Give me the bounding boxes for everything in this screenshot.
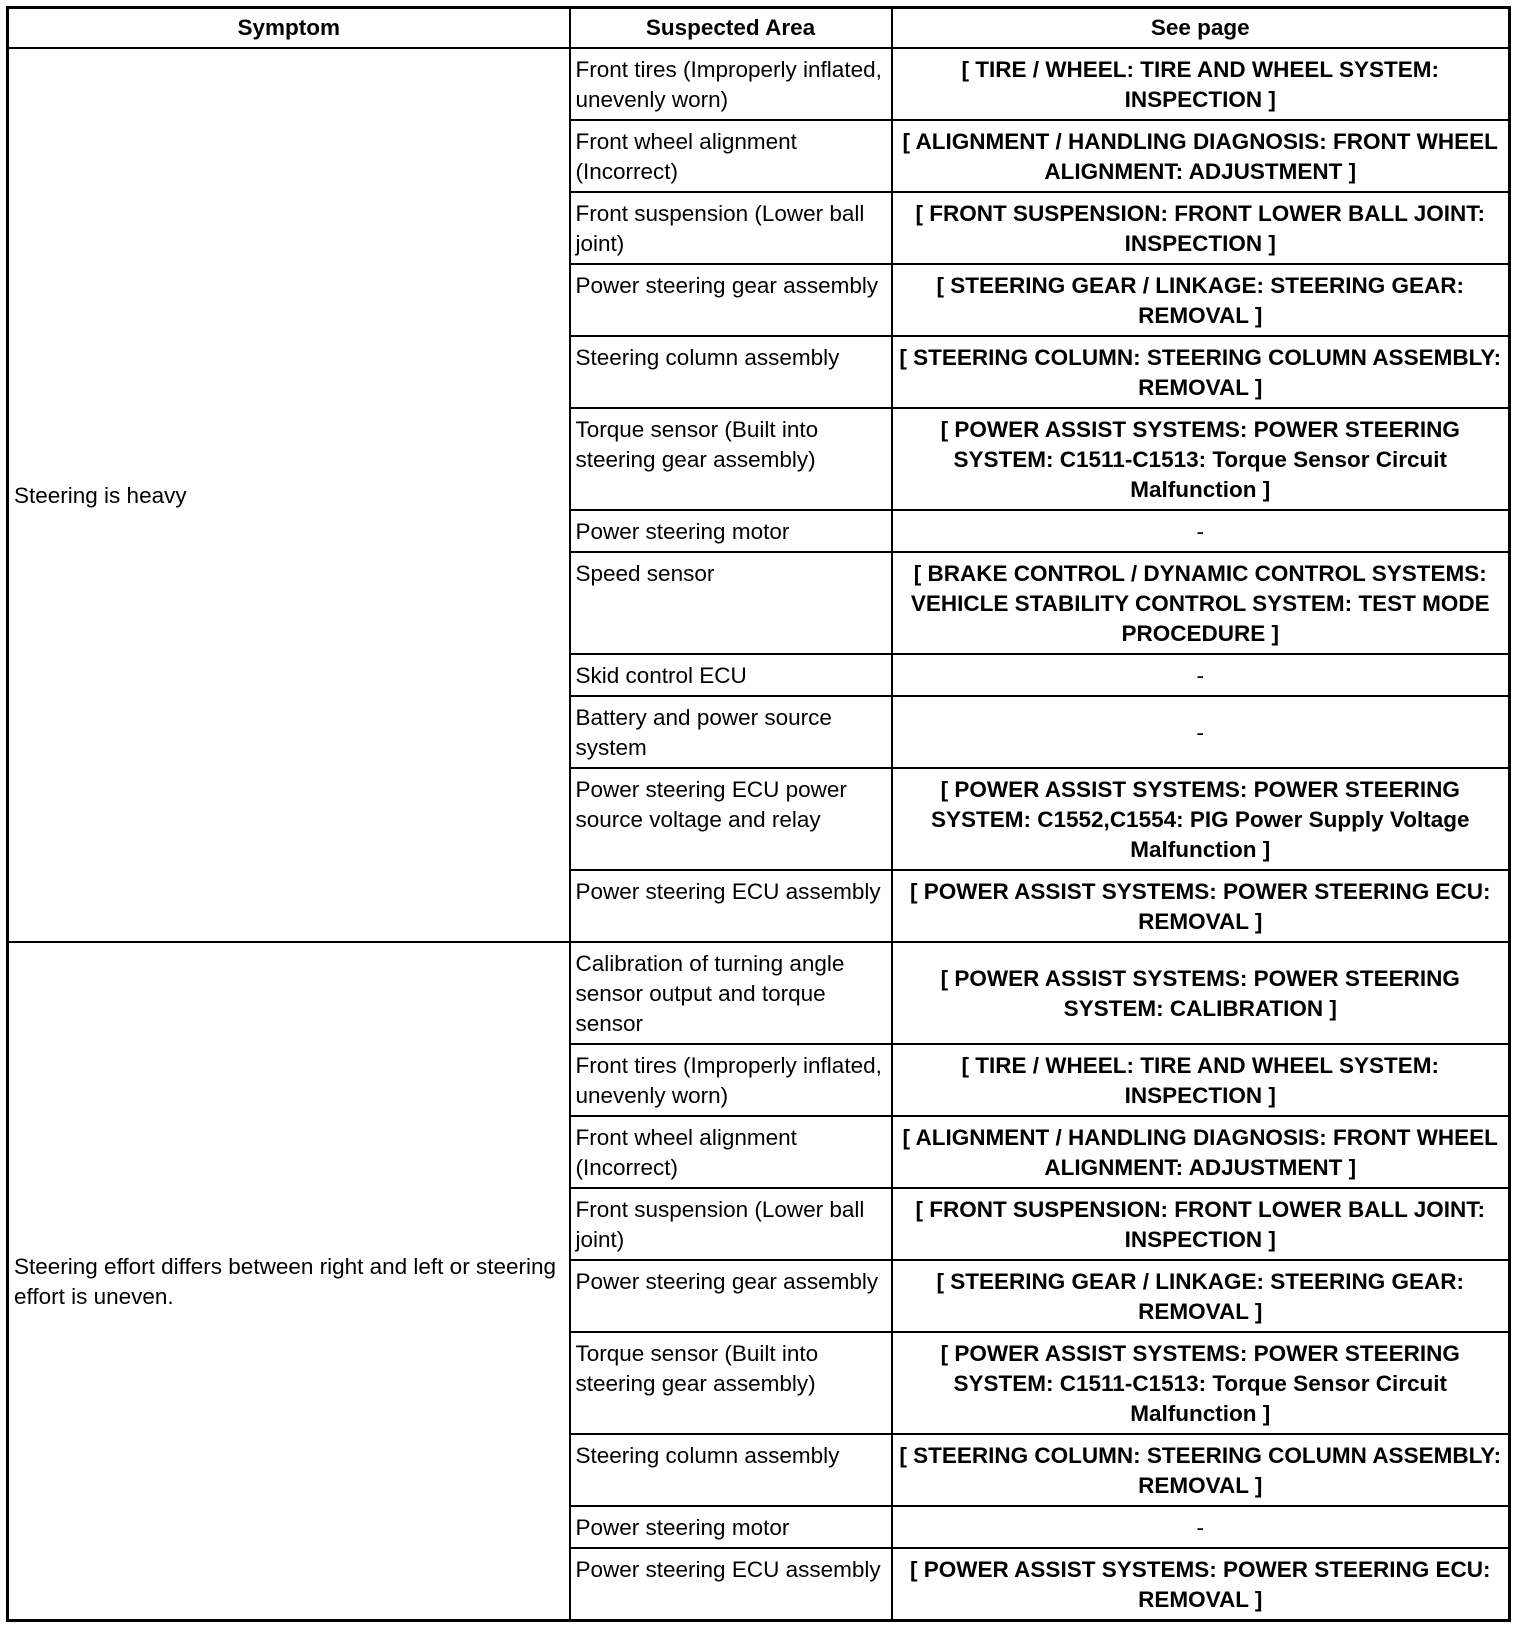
see-page-cell[interactable]: [ TIRE / WHEEL: TIRE AND WHEEL SYSTEM: INSPECTION ] (892, 48, 1510, 120)
suspected-area-cell: Front wheel alignment (Incorrect) (570, 120, 892, 192)
see-page-cell[interactable]: [ POWER ASSIST SYSTEMS: POWER STEERING ECU: REMOVAL ] (892, 1548, 1510, 1621)
suspected-area-cell: Power steering gear assembly (570, 1260, 892, 1332)
see-page-cell: - (892, 696, 1510, 768)
diagnosis-table (6, 6, 1511, 1622)
see-page-cell[interactable]: [ POWER ASSIST SYSTEMS: POWER STEERING SYSTEM: C1511-C1513: Torque Sensor Circuit Malfunction ] (892, 1332, 1510, 1434)
table-body (8, 48, 1510, 1621)
see-page-cell[interactable]: [ POWER ASSIST SYSTEMS: POWER STEERING SYSTEM: CALIBRATION ] (892, 942, 1510, 1044)
symptom-cell: Steering effort differs between right and left or steering effort is uneven. (8, 942, 570, 1621)
see-page-cell[interactable]: [ ALIGNMENT / HANDLING DIAGNOSIS: FRONT WHEEL ALIGNMENT: ADJUSTMENT ] (892, 120, 1510, 192)
symptom-cell: Steering is heavy (8, 48, 570, 942)
see-page-cell[interactable]: [ TIRE / WHEEL: TIRE AND WHEEL SYSTEM: INSPECTION ] (892, 1044, 1510, 1116)
see-page-cell[interactable]: [ BRAKE CONTROL / DYNAMIC CONTROL SYSTEMS: VEHICLE STABILITY CONTROL SYSTEM: TEST MODE PROCEDURE ] (892, 552, 1510, 654)
header-row (8, 8, 1510, 49)
suspected-area-cell: Front wheel alignment (Incorrect) (570, 1116, 892, 1188)
suspected-area-cell: Power steering ECU assembly (570, 870, 892, 942)
see-page-cell: - (892, 1506, 1510, 1548)
suspected-area-cell: Power steering ECU assembly (570, 1548, 892, 1621)
suspected-area-cell: Power steering motor (570, 510, 892, 552)
suspected-area-cell: Speed sensor (570, 552, 892, 654)
table-row (8, 942, 1510, 1044)
suspected-area-cell: Skid control ECU (570, 654, 892, 696)
suspected-area-cell: Front suspension (Lower ball joint) (570, 192, 892, 264)
see-page-cell[interactable]: [ FRONT SUSPENSION: FRONT LOWER BALL JOINT: INSPECTION ] (892, 1188, 1510, 1260)
suspected-area-cell: Battery and power source system (570, 696, 892, 768)
see-page-cell[interactable]: [ STEERING GEAR / LINKAGE: STEERING GEAR: REMOVAL ] (892, 1260, 1510, 1332)
see-page-cell[interactable]: [ POWER ASSIST SYSTEMS: POWER STEERING SYSTEM: C1511-C1513: Torque Sensor Circuit Malfunction ] (892, 408, 1510, 510)
see-page-cell[interactable]: [ POWER ASSIST SYSTEMS: POWER STEERING ECU: REMOVAL ] (892, 870, 1510, 942)
suspected-area-cell: Front tires (Improperly inflated, unevenly worn) (570, 1044, 892, 1116)
suspected-area-cell: Power steering motor (570, 1506, 892, 1548)
see-page-cell[interactable]: [ FRONT SUSPENSION: FRONT LOWER BALL JOINT: INSPECTION ] (892, 192, 1510, 264)
see-page-cell[interactable]: [ STEERING COLUMN: STEERING COLUMN ASSEMBLY: REMOVAL ] (892, 1434, 1510, 1506)
see-page-cell[interactable]: [ ALIGNMENT / HANDLING DIAGNOSIS: FRONT WHEEL ALIGNMENT: ADJUSTMENT ] (892, 1116, 1510, 1188)
suspected-area-cell: Steering column assembly (570, 336, 892, 408)
header-see-page: See page (892, 8, 1510, 49)
see-page-cell[interactable]: [ STEERING GEAR / LINKAGE: STEERING GEAR: REMOVAL ] (892, 264, 1510, 336)
suspected-area-cell: Front tires (Improperly inflated, unevenly worn) (570, 48, 892, 120)
suspected-area-cell: Power steering ECU power source voltage and relay (570, 768, 892, 870)
suspected-area-cell: Torque sensor (Built into steering gear assembly) (570, 1332, 892, 1434)
suspected-area-cell: Torque sensor (Built into steering gear assembly) (570, 408, 892, 510)
see-page-cell: - (892, 654, 1510, 696)
suspected-area-cell: Power steering gear assembly (570, 264, 892, 336)
header-suspected-area: Suspected Area (570, 8, 892, 49)
suspected-area-cell: Steering column assembly (570, 1434, 892, 1506)
header-symptom: Symptom (8, 8, 570, 49)
see-page-cell[interactable]: [ STEERING COLUMN: STEERING COLUMN ASSEMBLY: REMOVAL ] (892, 336, 1510, 408)
suspected-area-cell: Front suspension (Lower ball joint) (570, 1188, 892, 1260)
see-page-cell[interactable]: [ POWER ASSIST SYSTEMS: POWER STEERING SYSTEM: C1552,C1554: PIG Power Supply Voltage Malfunction ] (892, 768, 1510, 870)
table-row (8, 48, 1510, 120)
see-page-cell: - (892, 510, 1510, 552)
suspected-area-cell: Calibration of turning angle sensor output and torque sensor (570, 942, 892, 1044)
